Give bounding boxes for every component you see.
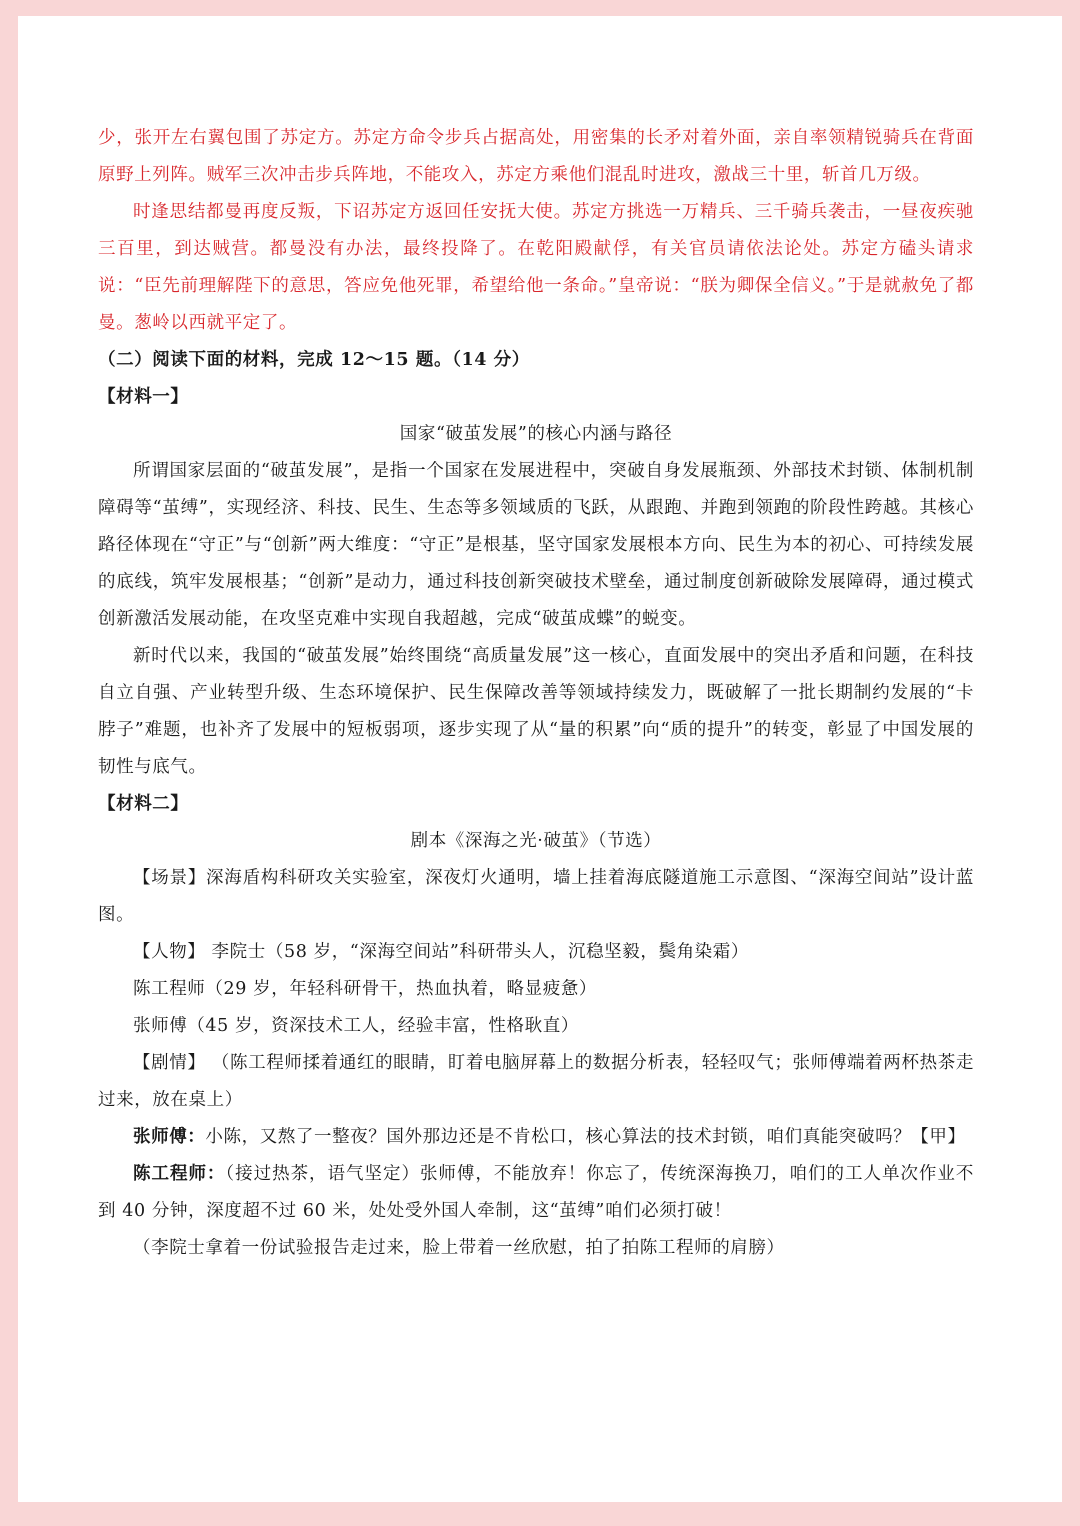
material-1-title: 国家“破茧发展”的核心内涵与路径 [399,424,673,444]
translation-paragraph-2: 时逢思结都曼再度反叛，下诏苏定方返回任安抚大使。苏定方挑选一万精兵、三千骑兵袭击，一昼夜疾驰三百里，到达贼营。都曼没有办法，最终投降了。在乾阳殿献俘，有关官员请依法论处。苏定方磕头请求说：“臣先前理解陛下的意思，答应免他死罪，希望给他一条命。”皇帝说：“朕为卿保全信义。”于是就赦免了都曼。葱岭以西就平定了。 [98,202,974,333]
document-page [18,16,1062,1502]
material-1-label: 【材料一】 [98,387,189,407]
material-1-paragraph-1: 所谓国家层面的“破茧发展”，是指一个国家在发展进程中，突破自身发展瓶颈、外部技术封锁、体制机制障碍等“茧缚”，实现经济、科技、民生、生态等多领域质的飞跃，从跟跑、并跑到领跑的阶段性跨越。其核心路径体现在“守正”与“创新”两大维度：“守正”是根基，坚守国家发展根本方向、民生为本的初心、可持续发展的底线，筑牢发展根基；“创新”是动力，通过科技创新突破技术壁垒，通过制度创新破除发展障碍，通过模式创新激活发展动能，在攻坚克难中实现自我超越，完成“破茧成蝶”的蜕变。 [98,461,974,629]
line-1-text: 小陈，又熬了一整夜？国外那边还是不肯松口，核心算法的技术封锁，咱们真能突破吗？【甲】 [205,1127,966,1147]
document-content [98,120,974,1267]
script-plot: 【剧情】 （陈工程师揉着通红的眼睛，盯着电脑屏幕上的数据分析表，轻轻叹气；张师傅端着两杯热茶走过来，放在桌上） [98,1053,974,1110]
speaker-chen: 陈工程师： [133,1164,226,1184]
section-heading: （二）阅读下面的材料，完成 12～15 题。（14 分） [98,350,530,370]
script-line-2 [98,1156,974,1230]
script-scene: 【场景】深海盾构科研攻关实验室，深夜灯火通明，墙上挂着海底隧道施工示意图、“深海空间站”设计蓝图。 [98,868,974,925]
material-2-label: 【材料二】 [98,794,189,814]
speaker-zhang: 张师傅： [133,1127,206,1147]
script-character-2: 陈工程师（29 岁，年轻科研骨干，热血执着，略显疲惫） [133,979,598,999]
script-character-3: 张师傅（45 岁，资深技术工人，经验丰富，性格耿直） [133,1016,579,1036]
script-line-1 [98,1119,974,1156]
translation-paragraph-1: 少，张开左右翼包围了苏定方。苏定方命令步兵占据高处，用密集的长矛对着外面，亲自率领精锐骑兵在背面原野上列阵。贼军三次冲击步兵阵地，不能攻入，苏定方乘他们混乱时进攻，激战三十里，斩首几万级。 [98,128,974,185]
script-stage-direction: （李院士拿着一份试验报告走过来，脸上带着一丝欣慰，拍了拍陈工程师的肩膀） [133,1238,785,1258]
material-2-title: 剧本《深海之光·破茧》（节选） [410,831,662,851]
script-characters: 【人物】 李院士（58 岁，“深海空间站”科研带头人，沉稳坚毅，鬓角染霜） [133,942,749,962]
material-1-paragraph-2: 新时代以来，我国的“破茧发展”始终围绕“高质量发展”这一核心，直面发展中的突出矛盾和问题，在科技自立自强、产业转型升级、生态环境保护、民生保障改善等领域持续发力，既破解了一批长期制约发展的“卡脖子”难题，也补齐了发展中的短板弱项，逐步实现了从“量的积累”向“质的提升”的转变，彰显了中国发展的韧性与底气。 [98,646,974,777]
line-2-text: （接过热茶，语气坚定）张师傅，不能放弃！你忘了，传统深海换刀，咱们的工人单次作业不到 40 分钟，深度超不过 60 米，处处受外国人牵制，这“茧缚”咱们必须打破！ [98,1164,974,1221]
